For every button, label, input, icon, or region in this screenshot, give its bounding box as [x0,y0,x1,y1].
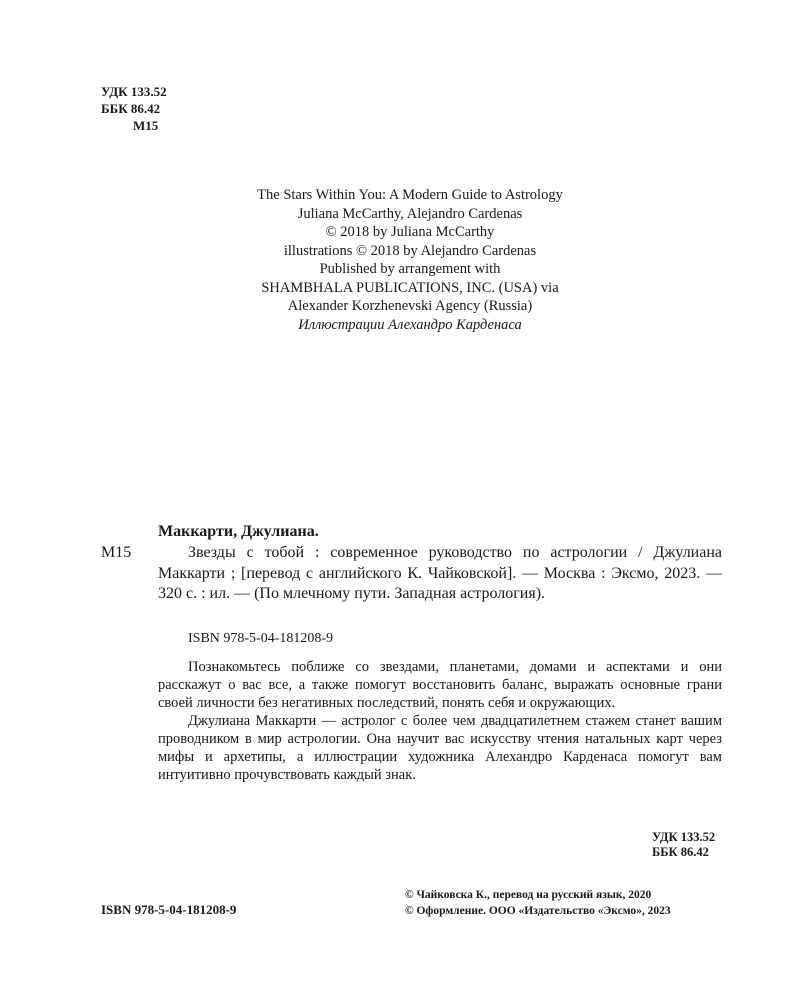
illustrator-credit [150,316,670,335]
classification-codes-bottom [652,830,715,860]
text-copyright: © 2018 by Juliana McCarthy [325,224,495,240]
annotation-paragraph: Джулиана Маккарти — астролог с более чем двадцатилетнем стажем станет вашим проводником в мир астрологии. Она научит вас искусству чтения натальных карт через мифы и архетипы, а иллюстрации художника Алехандро Карденаса помогут вам интуитивно прочувствовать каждый знак. [158,713,722,783]
agency-line: Alexander Korzhenevski Agency (Russia) [287,298,533,314]
bibliographic-description: Звезды с тобой : современное руководство по астрологии / Джулиана Маккарти ; [перевод с английского К. Чайковской]. — Москва : Эксмо, 2023. — 320 с. : ил. — (По млечному пути. Западная астрология). [158,544,722,602]
original-authors: Juliana McCarthy, Alejandro Cardenas [297,205,523,222]
rights-block [150,186,670,334]
author-mark: М15 [133,118,159,133]
footer-copyrights [405,887,671,919]
classification-codes-top [101,83,167,134]
translation-copyright: © Чайковска К., перевод на русский язык, 2020 [405,889,652,901]
design-copyright: © Оформление. ООО «Издательство «Эксмо», 2023 [405,905,671,917]
bibliographic-isbn: ISBN 978-5-04-181208-9 [188,631,334,646]
publisher-line: SHAMBHALA PUBLICATIONS, INC. (USA) via [261,279,559,296]
illustrations-copyright: illustrations © 2018 by Alejandro Cardenas [283,242,537,259]
illustrator-credit-name: Алехандро Карденаса [388,316,522,333]
arrangement-line: Published by arrangement with [319,261,501,277]
annotation [158,658,722,784]
footer-isbn: ISBN 978-5-04-181208-9 [101,902,237,917]
annotation-paragraph: Познакомьтесь поближе со звездами, планетами, домами и аспектами и они расскажут о вас все, а также помогут восстановить баланс, выражать основные грани своей личности без негативных последствий, понять себя и окружающих. [158,659,722,711]
bibliographic-author-heading: Маккарти, Джулиана. [158,523,319,540]
bbk-code: ББК 86.42 [101,101,161,116]
udk-code: УДК 133.52 [652,830,716,844]
bibliographic-author-mark: М15 [101,544,132,561]
original-title: The Stars Within You: A Modern Guide to Astrology [257,187,563,203]
bbk-code: ББК 86.42 [652,845,709,859]
udk-code: УДК 133.52 [101,84,167,99]
illustrator-credit-prefix: Иллюстрации [298,316,385,333]
